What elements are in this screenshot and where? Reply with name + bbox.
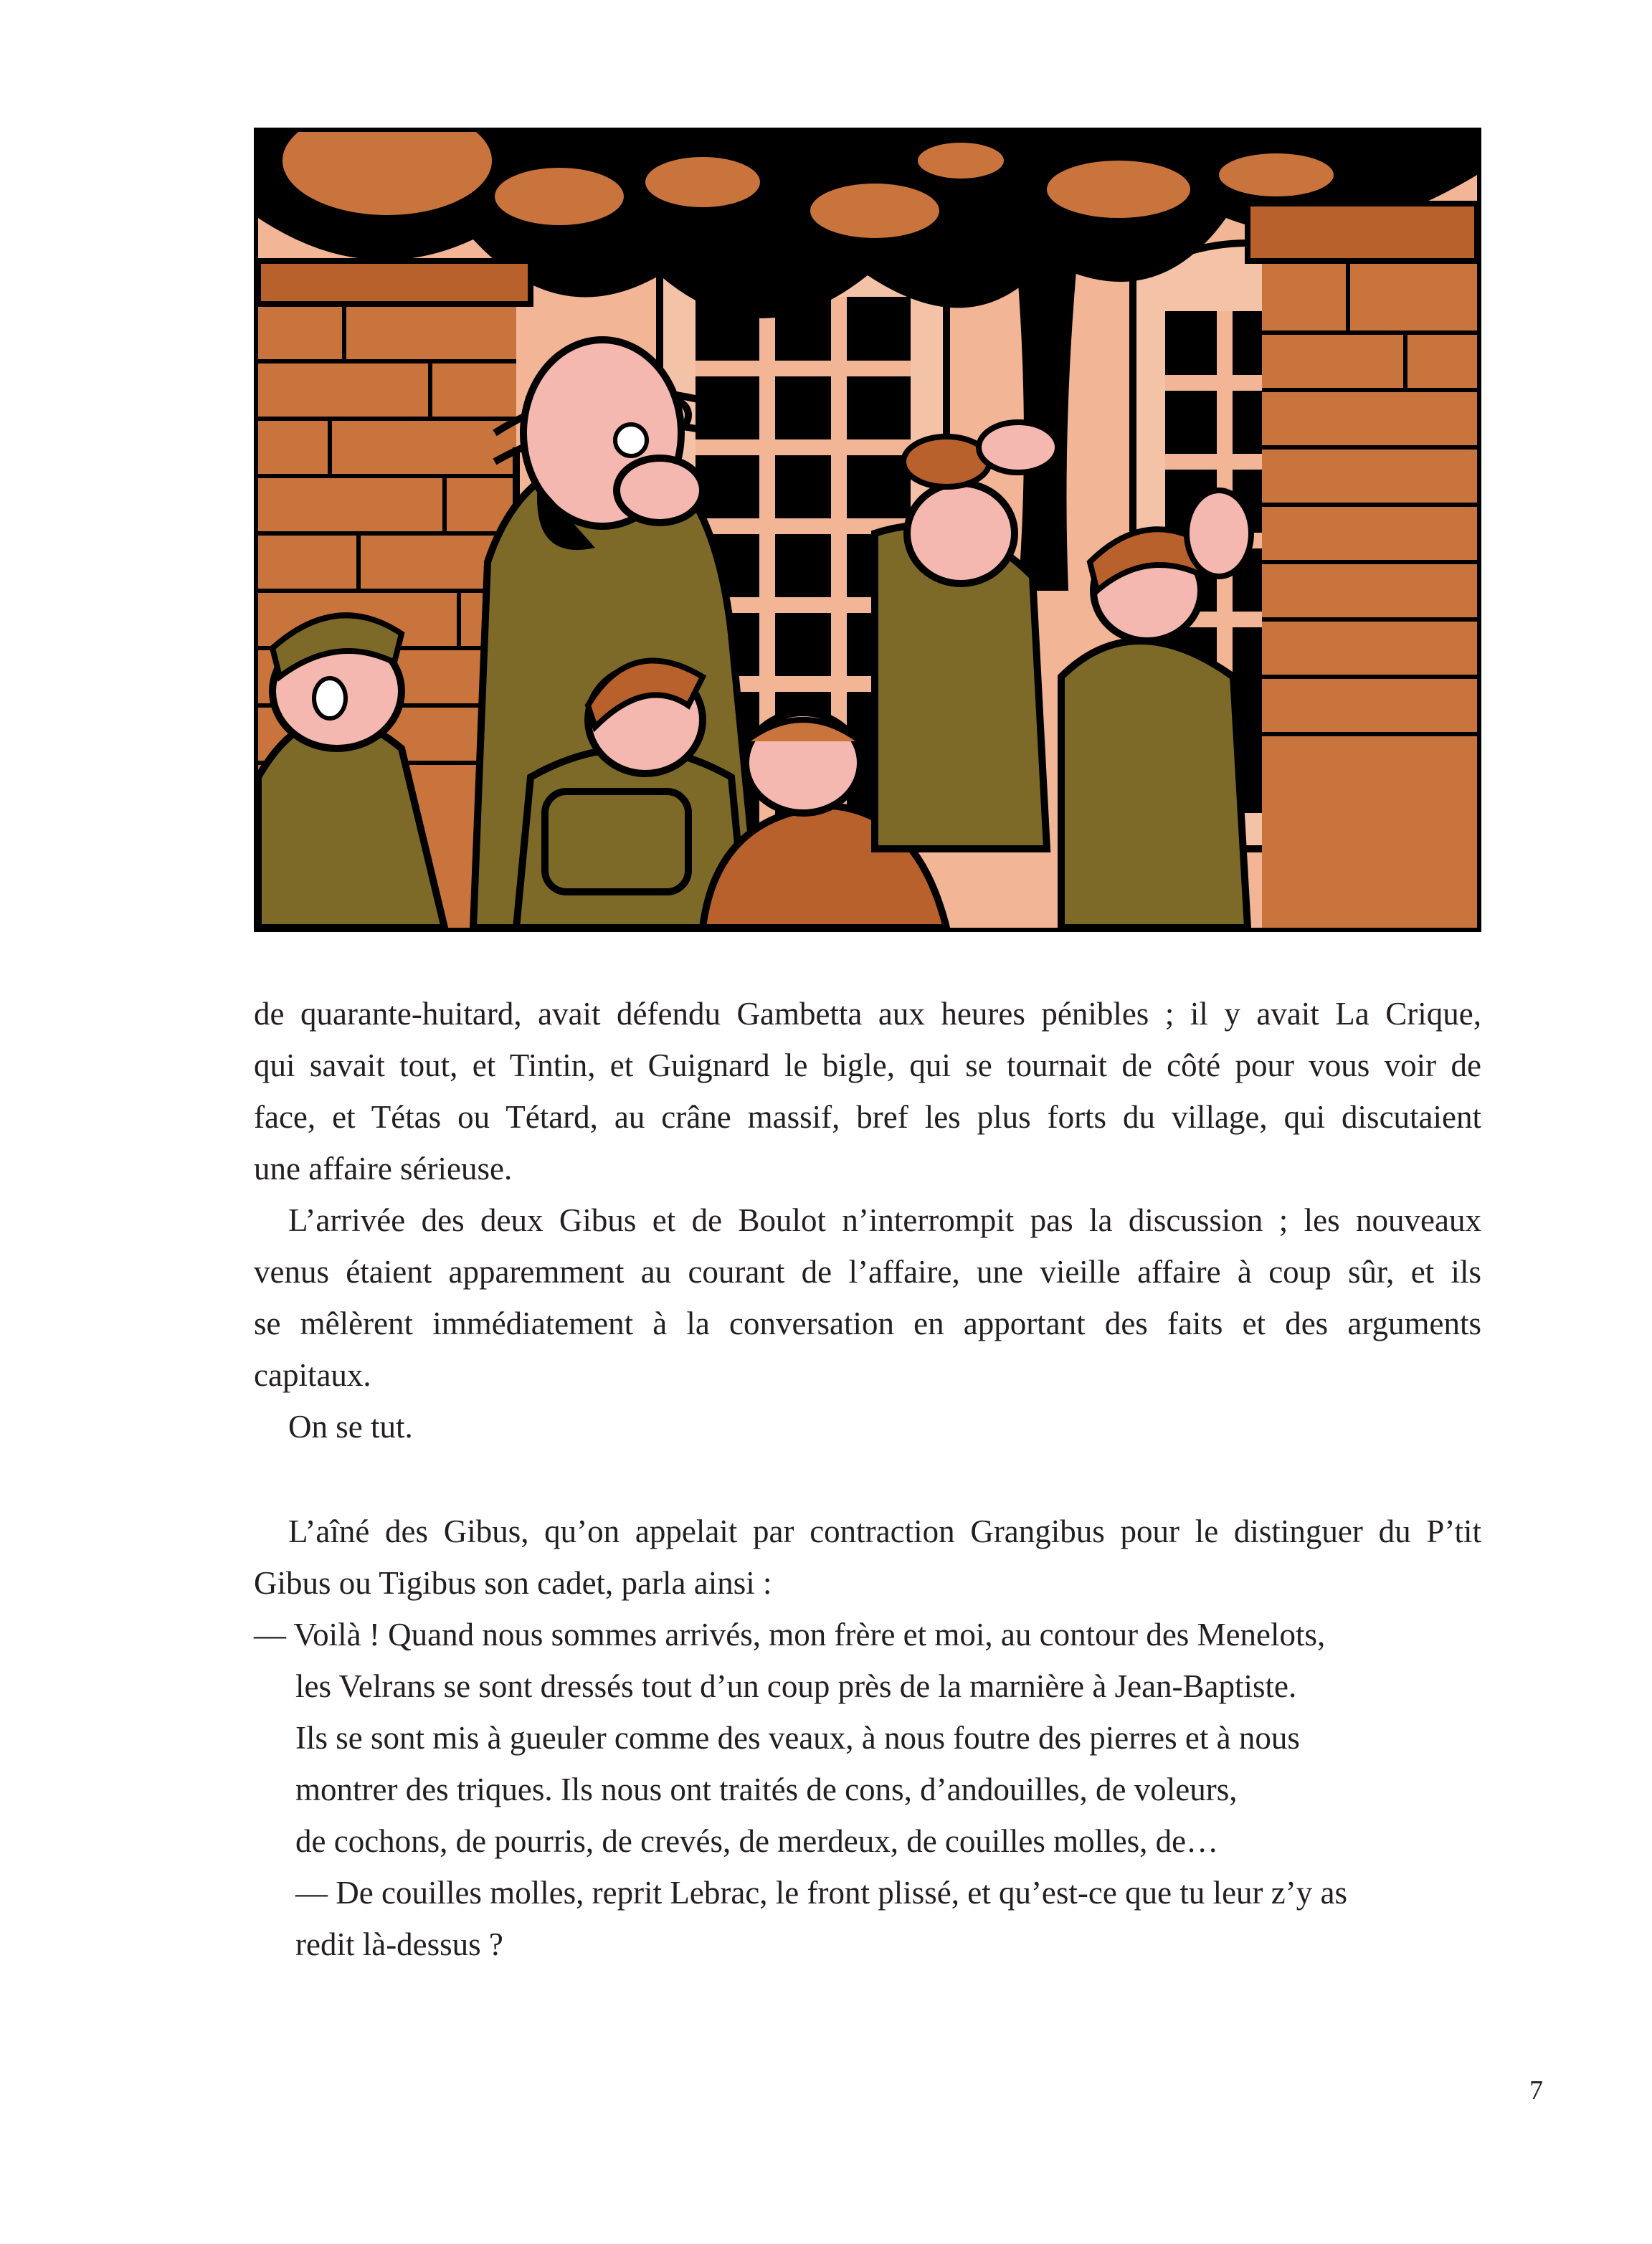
dialogue-1 [254,1609,1481,1867]
text-line: — Voilà ! Quand nous sommes arrivés, mon frère et moi, au contour des Menelots, [254,1617,1326,1653]
text-line: se mêlèrent immédiatement à la conversation en apportant des faits et des arguments [254,1306,1481,1341]
text-line: Ils se sont mis à gueuler comme des veaux, à nous foutre des pierres et à nous [295,1720,1300,1756]
text-line: — De couilles molles, reprit Lebrac, le front plissé, et qu’est-ce que tu leur z’y as [295,1875,1347,1911]
body-text [254,988,1481,1453]
text-line: On se tut. [288,1409,413,1445]
text-line: redit là-dessus ? [295,1926,503,1962]
page-number: 7 [1529,2076,1543,2106]
text-line: Gibus ou Tigibus son cadet, parla ainsi : [254,1565,772,1601]
paragraph-2 [254,1194,1481,1401]
text-line: qui savait tout, et Tintin, et Guignard le bigle, qui se tournait de côté pour vous voir de [254,1047,1481,1083]
dialogue-2 [254,1867,1481,1970]
body-text-continued [254,1506,1481,1970]
paragraph-3 [254,1401,1481,1453]
text-line: L’arrivée des deux Gibus et de Boulot n’interrompit pas la discussion ; les nouveaux [288,1202,1481,1238]
text-line: capitaux. [254,1357,371,1393]
chapter-illustration [254,128,1481,932]
text-line: de cochons, de pourris, de crevés, de merdeux, de couilles molles, de… [295,1823,1219,1859]
text-line: une affaire sérieuse. [254,1151,513,1187]
paragraph-1 [254,988,1481,1194]
text-line: de quarante-huitard, avait défendu Gambetta aux heures pénibles ; il y avait La Crique, [254,996,1481,1032]
text-line: venus étaient apparemment au courant de l’affaire, une vieille affaire à coup sûr, et ils [254,1254,1481,1290]
text-line: L’aîné des Gibus, qu’on appelait par contraction Grangibus pour le distinguer du P’tit [288,1513,1481,1549]
text-line: les Velrans se sont dressés tout d’un coup près de la marnière à Jean-Baptiste. [295,1668,1297,1704]
schoolboys-at-gate-illustration [258,132,1477,928]
text-line: montrer des triques. Ils nous ont traités de cons, d’andouilles, de voleurs, [295,1772,1238,1807]
paragraph-4 [254,1506,1481,1609]
text-line: face, et Tétas ou Tétard, au crâne massif, bref les plus forts du village, qui discutaient [254,1099,1481,1135]
